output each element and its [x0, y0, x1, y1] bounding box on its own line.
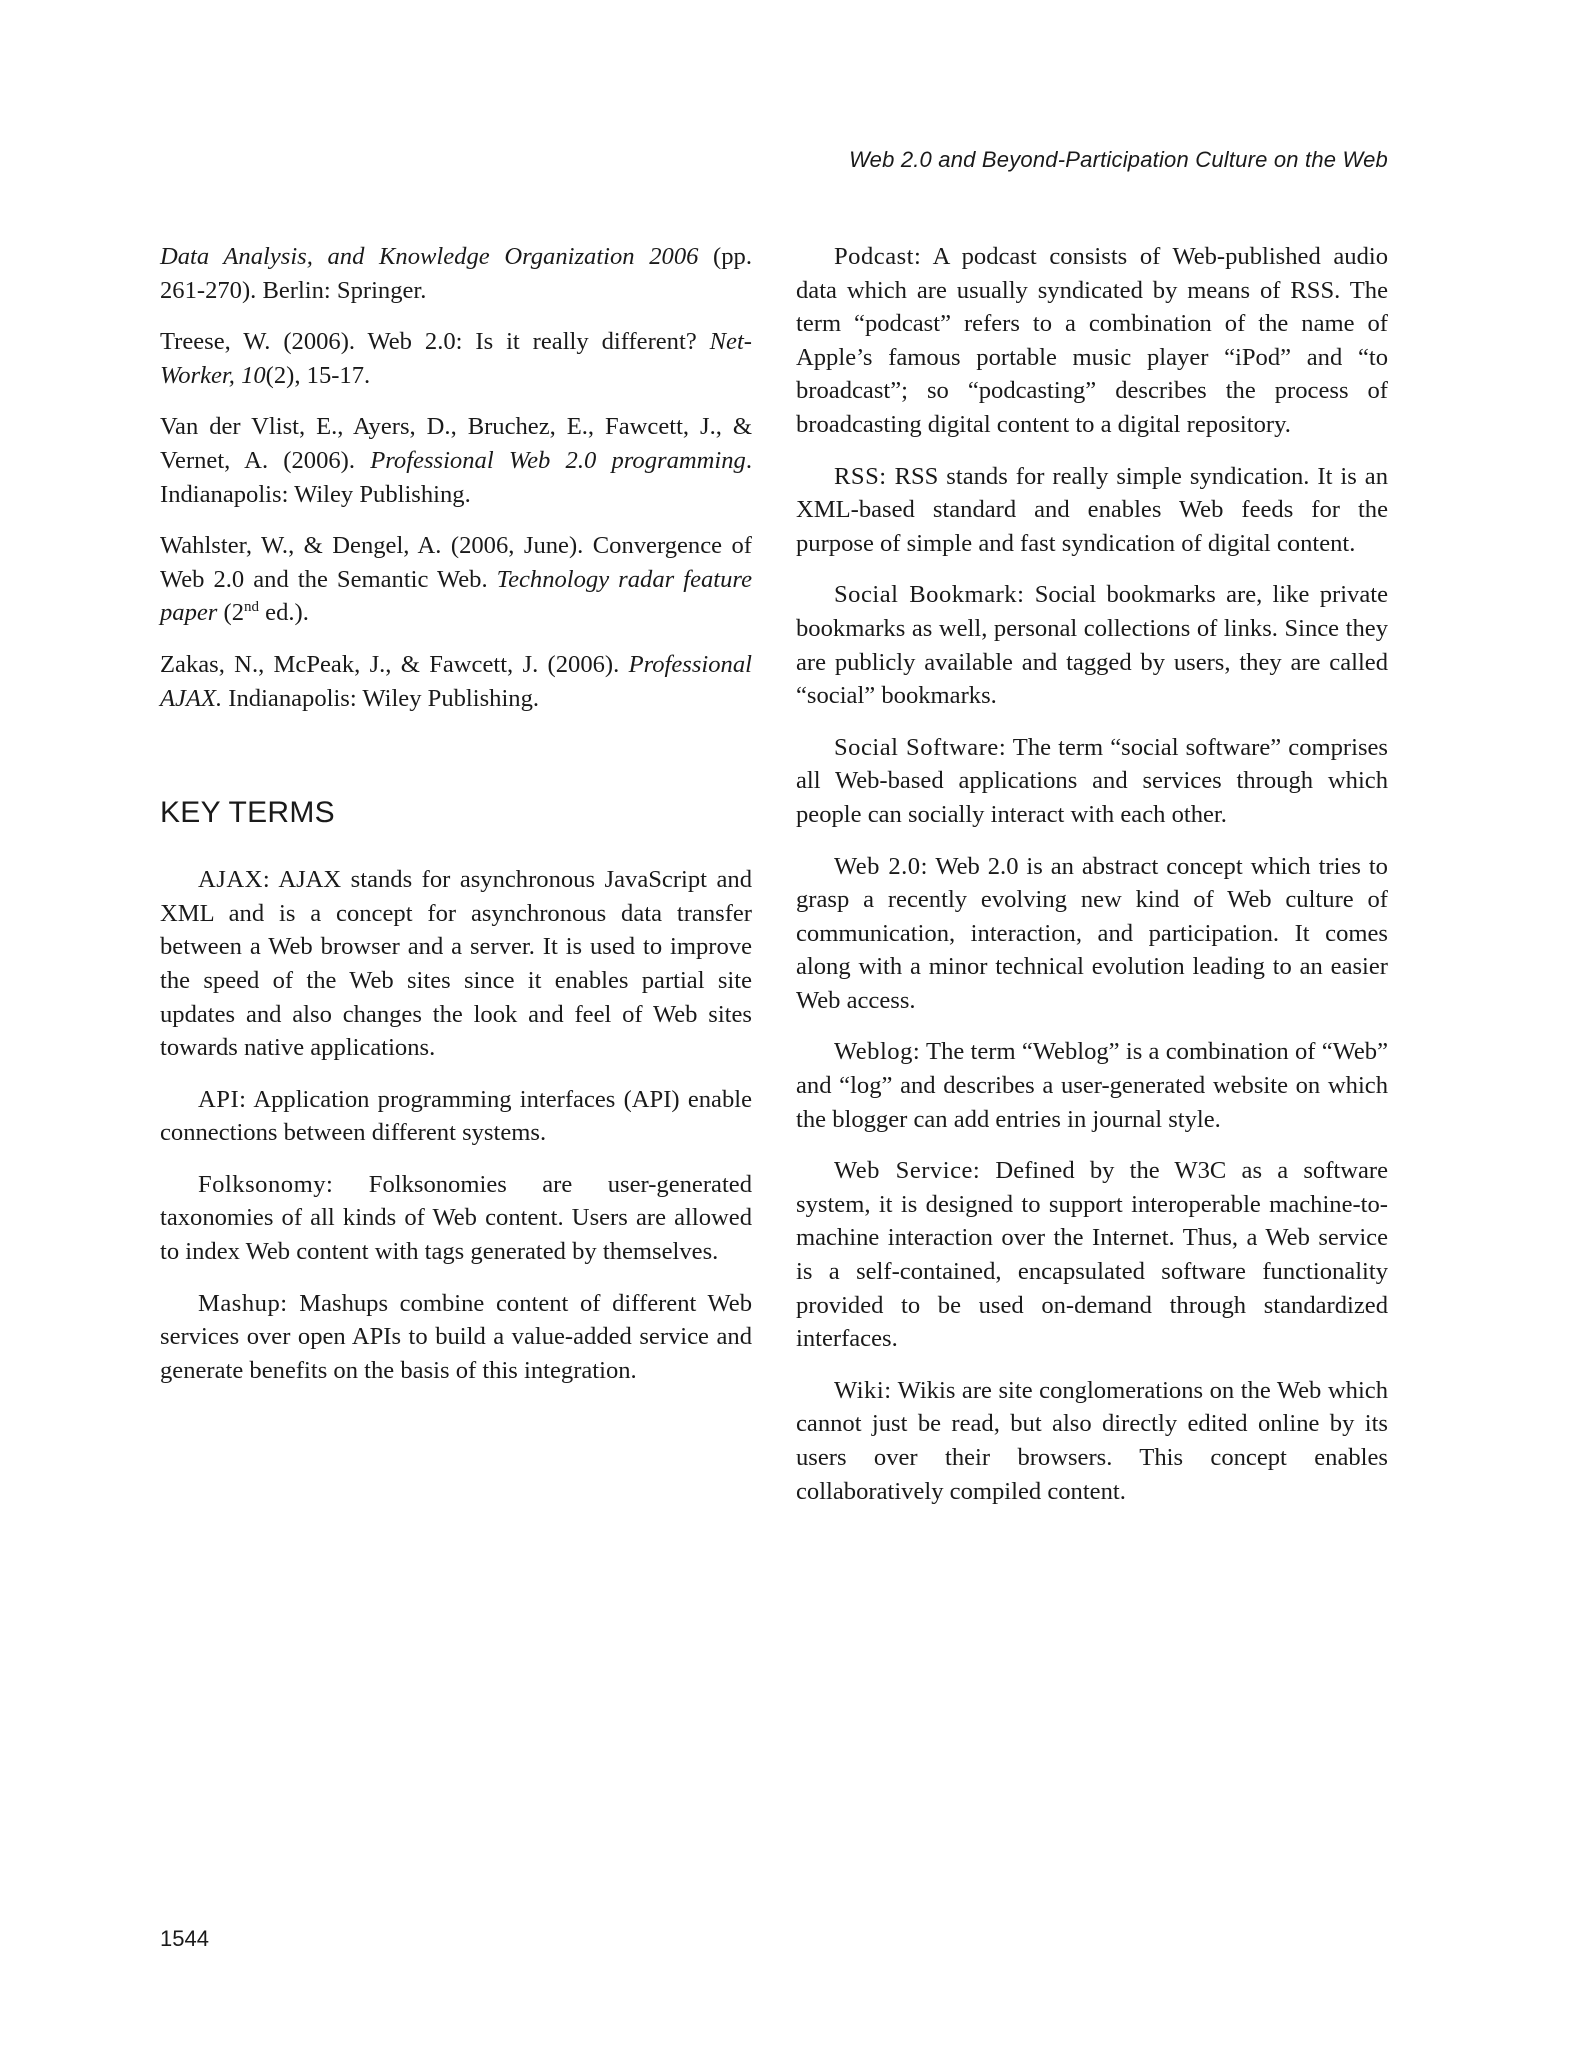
reference-title: Technology radar feature paper: [160, 565, 752, 627]
key-term-definition: Wikis are site conglomerations on the Web which cannot just be read, but also directly edited online by its users over their browsers. This concept enables collaboratively compiled content.: [796, 1376, 1388, 1505]
key-term-entry: [796, 1035, 1388, 1136]
key-term-entry: [796, 850, 1388, 1018]
reference-text: (2), 15-17.: [265, 361, 371, 389]
reference-text: Van der Vlist, E., Ayers, D., Bruchez, E., Fawcett, J., & Vernet, A. (2006).: [160, 413, 752, 474]
key-term: Folksonomy:: [198, 1170, 334, 1198]
reference-entry: [160, 529, 752, 630]
reference-text: Treese, W. (2006). Web 2.0: Is it really different?: [160, 328, 710, 356]
reference-entry: [160, 648, 752, 715]
key-term: Social Software:: [834, 733, 1007, 761]
key-term: Web Service:: [834, 1157, 981, 1185]
right-column: [796, 240, 1388, 1526]
key-term: RSS:: [834, 462, 887, 490]
key-term-definition: The term “social software” comprises all Web-based applications and services through which people can socially interact with each other.: [796, 733, 1388, 828]
reference-entry: [160, 410, 752, 511]
key-term-entry: [796, 240, 1388, 442]
running-header: Web 2.0 and Beyond-Participation Culture on the Web: [849, 147, 1388, 172]
key-term: Mashup:: [198, 1289, 288, 1317]
key-term-entry: [160, 1168, 752, 1269]
reference-text: (2: [217, 599, 245, 627]
key-term-definition: Mashups combine content of different Web services over open APIs to build a value-added service and generate benefits on the basis of this integration.: [160, 1289, 752, 1384]
key-term-definition: Defined by the W3C as a software system, it is designed to support interoperable machine-to-machine interaction over the Internet. Thus, a Web service is a self-contained, encapsulated software functionality provided to be used on-demand through standardized interfaces.: [796, 1157, 1388, 1353]
reference-text: (pp. 261-270). Berlin: Springer.: [160, 243, 752, 304]
reference-title: Professional Web 2.0 programming: [370, 446, 746, 474]
page-number: 1544: [160, 1926, 209, 1951]
reference-text: Wahlster, W., & Dengel, A. (2006, June). Convergence of Web 2.0 and the Semantic Web.: [160, 532, 752, 593]
key-term-entry: [796, 460, 1388, 561]
key-term: API:: [198, 1085, 247, 1113]
key-term-entry: [160, 1287, 752, 1388]
key-term-entry: [160, 1083, 752, 1150]
key-term-entry: [796, 731, 1388, 832]
key-term-definition: Web 2.0 is an abstract concept which tries to grasp a recently evolving new kind of Web culture of communication, interaction, and participation. It comes along with a minor technical evolution leading to an easier Web access.: [796, 852, 1388, 1014]
reference-title: Data Analysis, and Knowledge Organization 2006: [160, 243, 699, 270]
reference-text: Zakas, N., McPeak, J., & Fawcett, J. (2006).: [160, 650, 629, 678]
key-term-definition: RSS stands for really simple syndication. It is an XML-based standard and enables Web feeds for the purpose of simple and fast syndication of digital content.: [796, 462, 1388, 557]
key-term-definition: AJAX stands for asynchronous JavaScript and XML and is a concept for asynchronous data transfer between a Web browser and a server. It is used to improve the speed of the Web sites since it enables partial site updates and also changes the look and feel of Web sites towards native applications.: [160, 866, 752, 1062]
key-term-entry: [796, 1374, 1388, 1508]
key-term: AJAX:: [198, 866, 271, 894]
reference-entry: [160, 325, 752, 392]
key-term-entry: [160, 863, 752, 1065]
key-terms-heading: KEY TERMS: [160, 796, 335, 830]
key-term-entry: [796, 1154, 1388, 1356]
reference-title: Professional AJAX.: [160, 650, 752, 712]
key-term: Social Bookmark:: [834, 581, 1025, 609]
reference-text: ed.).: [259, 599, 309, 627]
key-term: Weblog:: [834, 1038, 921, 1066]
key-term-definition: Social bookmarks are, like private bookmarks as well, personal collections of links. Since they are publicly available and tagged by users, they are called “social” bookmarks.: [796, 581, 1389, 710]
reference-text: Indianapolis: Wiley Publishing.: [222, 684, 540, 712]
key-term-entry: [796, 578, 1388, 712]
key-term: Wiki:: [834, 1376, 892, 1404]
key-term-definition: The term “Weblog” is a combination of “Web” and “log” and describes a user-generated website on which the blogger can add entries in journal style.: [796, 1038, 1388, 1133]
key-term-definition: Application programming interfaces (API) enable connections between different systems.: [160, 1085, 752, 1147]
left-column: [160, 240, 752, 1405]
key-term-definition: A podcast consists of Web-published audio data which are usually syndicated by means of RSS. The term “podcast” refers to a combination of the name of Apple’s famous portable music player “iPod” and “to broadcast”; so “podcasting” describes the process of broadcasting digital content to a digital repository.: [796, 243, 1388, 438]
reference-superscript: nd: [244, 599, 260, 616]
key-term: Podcast:: [834, 243, 922, 270]
reference-text: . Indianapolis: Wiley Publishing.: [160, 446, 752, 508]
reference-title: Net-Worker, 10: [160, 328, 752, 389]
key-term: Web 2.0:: [834, 852, 928, 880]
key-term-definition: Folksonomies are user-generated taxonomies of all kinds of Web content. Users are allowed to index Web content with tags generated by themselves.: [160, 1170, 752, 1266]
reference-entry: [160, 240, 752, 307]
